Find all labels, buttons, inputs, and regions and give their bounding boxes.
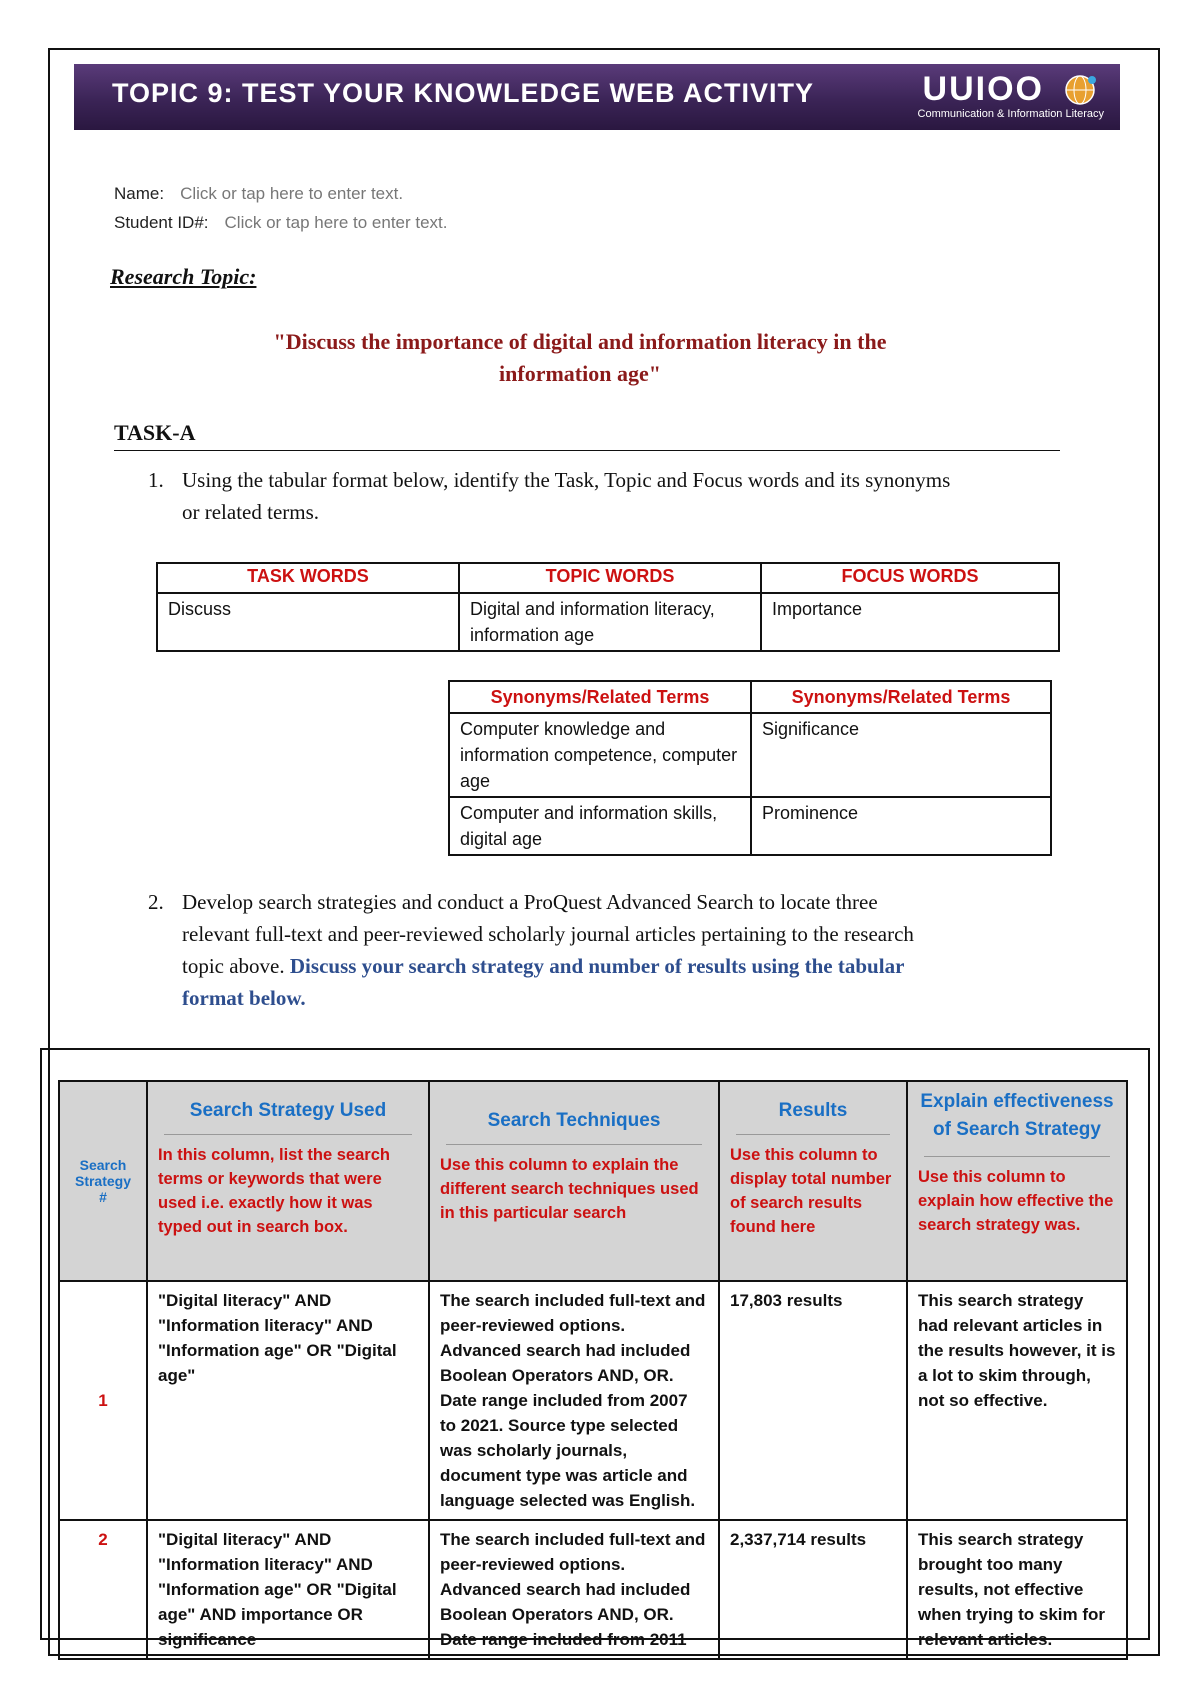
- synonym-cell[interactable]: Computer knowledge and information competence, computer age: [449, 713, 751, 797]
- name-field: [114, 184, 403, 204]
- table-row: [449, 797, 1051, 855]
- header-synonyms-1: Synonyms/Related Terms: [449, 681, 751, 713]
- student-id-label: Student ID#:: [114, 213, 209, 232]
- divider: [114, 450, 1060, 451]
- effectiveness-cell[interactable]: This search strategy had relevant articles in the results however, it is a lot to skim through, not so effective.: [907, 1281, 1127, 1520]
- strategy-number: 2: [59, 1520, 147, 1659]
- header-strategy-used: Search Strategy Used In this column, list the search terms or keywords that were used i.e. exactly how it was typed out in search box.: [147, 1081, 429, 1281]
- header-topic-words: TOPIC WORDS: [459, 563, 761, 593]
- header-banner: [74, 64, 1120, 130]
- task-topic-focus-table: [156, 562, 1060, 652]
- table-row: [449, 713, 1051, 797]
- research-topic-text: "Discuss the importance of digital and information literacy in the information age": [273, 329, 887, 386]
- focus-word-cell[interactable]: Importance: [761, 593, 1059, 651]
- header-effectiveness: Explain effectiveness of Search Strategy Use this column to explain how effective the search strategy was.: [907, 1081, 1127, 1281]
- logo-subtitle: Communication & Information Literacy: [917, 108, 1104, 120]
- strategy-number: 1: [59, 1281, 147, 1520]
- search-strategy-table: [58, 1080, 1128, 1660]
- synonym-cell[interactable]: Computer and information skills, digital age: [449, 797, 751, 855]
- student-id-field: [114, 213, 448, 233]
- topic-word-cell[interactable]: Digital and information literacy, information age: [459, 593, 761, 651]
- globe-icon: [1060, 72, 1100, 108]
- page-title: TOPIC 9: TEST YOUR KNOWLEDGE WEB ACTIVITY: [112, 78, 815, 108]
- student-id-input[interactable]: Click or tap here to enter text.: [224, 213, 448, 232]
- header-synonyms-2: Synonyms/Related Terms: [751, 681, 1051, 713]
- table-row: [157, 593, 1059, 651]
- logo-text: UUIOO: [922, 70, 1044, 108]
- synonym-cell[interactable]: Prominence: [751, 797, 1051, 855]
- techniques-cell[interactable]: The search included full-text and peer-reviewed options. Advanced search had included Boolean Operators AND, OR. Date range included from 2011: [429, 1520, 719, 1659]
- header-search-techniques: Search Techniques Use this column to explain the different search techniques used in this particular search: [429, 1081, 719, 1281]
- header-results: Results Use this column to display total number of search results found here: [719, 1081, 907, 1281]
- name-input[interactable]: Click or tap here to enter text.: [180, 184, 404, 203]
- task-a-heading: TASK-A: [114, 420, 196, 445]
- table-row: [59, 1520, 1127, 1659]
- techniques-cell[interactable]: The search included full-text and peer-reviewed options. Advanced search had included Boolean Operators AND, OR. Date range included from 2007 to 2021. Source type selected was scholarly journals, document type was article and language selected was English.: [429, 1281, 719, 1520]
- name-label: Name:: [114, 184, 165, 203]
- synonym-cell[interactable]: Significance: [751, 713, 1051, 797]
- results-cell[interactable]: 2,337,714 results: [719, 1520, 907, 1659]
- task-word-cell[interactable]: Discuss: [157, 593, 459, 651]
- strategy-used-cell[interactable]: "Digital literacy" AND "Information literacy" AND "Information age" OR "Digital age": [147, 1281, 429, 1520]
- header-task-words: TASK WORDS: [157, 563, 459, 593]
- effectiveness-cell[interactable]: This search strategy brought too many results, not effective when trying to skim for relevant articles.: [907, 1520, 1127, 1659]
- results-cell[interactable]: 17,803 results: [719, 1281, 907, 1520]
- header-strategy-number: Search Strategy #: [59, 1081, 147, 1281]
- strategy-used-cell[interactable]: "Digital literacy" AND "Information literacy" AND "Information age" OR "Digital age" AND importance OR significance: [147, 1520, 429, 1659]
- course-logo: [864, 70, 1104, 122]
- table-row: [59, 1281, 1127, 1520]
- research-topic-label: Research Topic:: [110, 264, 257, 289]
- header-focus-words: FOCUS WORDS: [761, 563, 1059, 593]
- synonyms-table: [448, 680, 1052, 856]
